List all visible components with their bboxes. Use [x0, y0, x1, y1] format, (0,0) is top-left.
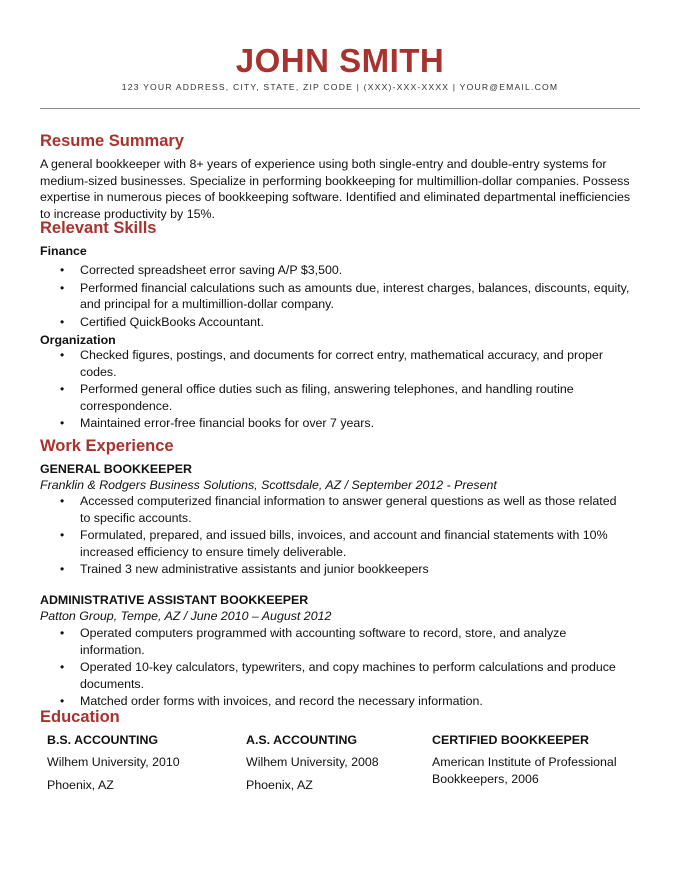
school-location: Phoenix, AZ	[47, 777, 114, 792]
list-item-text: Checked figures, postings, and documents for correct entry, mathematical accuracy, and proper codes.	[80, 348, 603, 379]
list-item	[0, 347, 630, 380]
job-title: GENERAL BOOKKEEPER	[40, 462, 192, 476]
bullet-icon: •	[60, 626, 65, 640]
list-item	[0, 625, 630, 658]
school-name: Wilhem University, 2008	[246, 755, 379, 769]
job-title: ADMINISTRATIVE ASSISTANT BOOKKEEPER	[40, 593, 309, 607]
list-item	[0, 280, 630, 313]
list-item-text: Maintained error-free financial books for over 7 years.	[80, 416, 375, 430]
finance-list	[0, 262, 640, 331]
degree-name: CERTIFIED BOOKKEEPER	[432, 733, 589, 747]
bullet-icon: •	[60, 263, 65, 277]
list-item	[0, 493, 630, 526]
list-item-text: Formulated, prepared, and issued bills, invoices, and account and financial statements with 10% increased efficiency to ensure timely deliverable.	[80, 528, 608, 559]
list-item-text: Performed general office duties such as filing, answering telephones, and handling routine correspondence.	[80, 382, 574, 413]
list-item-text: Corrected spreadsheet error saving A/P $3,500.	[80, 263, 343, 277]
bullet-icon: •	[60, 694, 65, 708]
list-item-text: Accessed computerized financial information to answer general questions as well as those related to specific accounts.	[80, 494, 617, 525]
bullet-icon: •	[60, 314, 65, 329]
list-item	[0, 314, 630, 331]
list-item-text: Certified QuickBooks Accountant.	[80, 314, 264, 329]
job-company: Patton Group, Tempe, AZ / June 2010 – August 2012	[40, 609, 332, 623]
list-item-text: Performed financial calculations such as amounts due, interest charges, balances, discounts, equity, and principal for a multimillion-dollar company.	[80, 280, 630, 311]
list-item	[0, 381, 630, 414]
header-divider	[40, 108, 640, 109]
list-item-text: Operated computers programmed with accounting software to record, store, and analyze information.	[80, 626, 567, 657]
bullet-icon: •	[60, 280, 65, 295]
list-item-text: Trained 3 new administrative assistants and junior bookkeepers	[80, 562, 429, 576]
bullet-icon: •	[60, 382, 65, 396]
degree-name: A.S. ACCOUNTING	[246, 733, 358, 747]
skills-heading: Relevant Skills	[40, 219, 157, 237]
experience-heading: Work Experience	[40, 437, 174, 455]
degree-name: B.S. ACCOUNTING	[47, 733, 159, 747]
list-item-text: Matched order forms with invoices, and record the necessary information.	[80, 694, 483, 708]
contact-line: 123 YOUR ADDRESS, CITY, STATE, ZIP CODE | (XXX)-XXX-XXXX | YOUR@EMAIL.COM	[121, 82, 559, 92]
list-item	[0, 262, 630, 279]
school-name: American Institute of Professional Bookkeepers, 2006	[432, 755, 617, 786]
summary-heading: Resume Summary	[40, 132, 184, 150]
education-heading: Education	[40, 708, 120, 726]
list-item	[0, 659, 630, 692]
education-entry	[246, 732, 421, 793]
list-item-text: Operated 10-key calculators, typewriters, and copy machines to perform calculations and produce documents.	[80, 660, 616, 691]
education-entry	[47, 732, 232, 793]
bullet-icon: •	[60, 660, 65, 674]
organization-list	[0, 347, 640, 433]
summary-text: A general bookkeeper with 8+ years of experience using both single-entry and double-entry systems for medium-sized businesses. Specialize in performing bookkeeping for multimillion-dollar companies. Possess expertise in numerous pieces of bookkeeping software. Identified and eliminated departmental inefficiencies to increase productivity by 15%.	[40, 157, 631, 221]
list-item	[0, 561, 630, 578]
list-item	[0, 527, 630, 560]
skill-group-finance: Finance	[40, 244, 87, 258]
bullet-icon: •	[60, 348, 65, 362]
school-location: Phoenix, AZ	[246, 777, 313, 792]
bullet-icon: •	[60, 562, 65, 576]
skill-group-organization: Organization	[40, 333, 116, 347]
school-name: Wilhem University, 2010	[47, 755, 180, 769]
job-duties-list	[0, 625, 640, 711]
education-entry	[432, 732, 637, 787]
job-company: Franklin & Rodgers Business Solutions, Scottsdale, AZ / September 2012 - Present	[40, 478, 497, 492]
bullet-icon: •	[60, 494, 65, 508]
bullet-icon: •	[60, 416, 65, 430]
bullet-icon: •	[60, 528, 65, 542]
list-item	[0, 415, 630, 432]
resume-name: JOHN SMITH	[235, 42, 445, 79]
job-duties-list	[0, 493, 640, 579]
